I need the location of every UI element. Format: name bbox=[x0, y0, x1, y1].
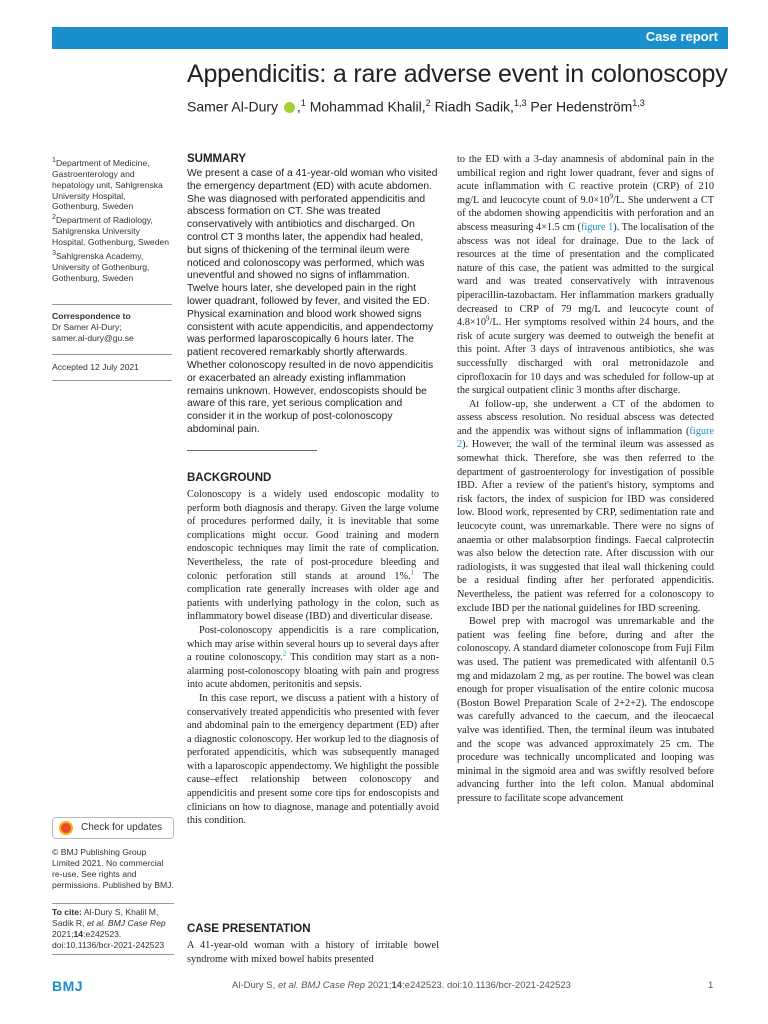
divider bbox=[52, 304, 172, 305]
bmj-logo: BMJ bbox=[52, 978, 84, 994]
figure-link[interactable]: figure 2 bbox=[457, 425, 714, 451]
reference-link[interactable]: 1 bbox=[410, 568, 415, 577]
case-heading: CASE PRESENTATION bbox=[187, 923, 311, 935]
affiliation: $^3$Sahlgrenska Academy, University of Gothenburg, Gothenburg, Sweden bbox=[52, 248, 150, 283]
author-name[interactable]: Riadh Sadik, bbox=[434, 98, 514, 115]
correspondence-heading: Correspondence to bbox=[52, 311, 131, 321]
orcid-icon[interactable] bbox=[284, 102, 295, 113]
page-number: 1 bbox=[708, 980, 714, 991]
summary-text: We present a case of a 41-year-old woman who visited the emergency department (ED) with acute abdomen. She was diagnosed with perforated appendicitis and abscess formation on CT. She was treated conservatively with antibiotics and discharged. On control CT 3 months later, the appendix had healed, but signs of thickening of the terminal ileum were noticed and colonoscopy was performed, which was uneventful and showed no signs of inflammation. Twelve hours later, she developed pain in the right lower quadrant, followed by fever, and visited the ED. Physical examination and blood work showed signs consistent with acute appendicitis, and appendectomy was performed laparoscopically 6 hours later. The patient recovered remarkably shortly afterwards. Whether colonoscopy resulted in de novo appendicitis or exacerbated an already existing inflammation remains unknown. However, endoscopists should be aware of this rare, yet serious complication and consider it in the workup of post-colonoscopy abdominal pain. bbox=[187, 168, 438, 435]
author-name[interactable]: Per Hedenström bbox=[530, 98, 633, 115]
author-list: Samer Al-Dury ,$^1$ Mohammad Khalil,$^2$ Riadh Sadik,$^{1,3}$ Per Hedenström$^{1,3}$ bbox=[187, 98, 645, 115]
correspondence-name: Dr Samer Al-Dury; bbox=[52, 321, 122, 332]
section-banner bbox=[52, 27, 728, 49]
affiliation: $^2$Department of Radiology, Sahlgrenska University Hospital, Gothenburg, Sweden bbox=[52, 213, 170, 248]
reference-link[interactable]: 2 bbox=[282, 649, 287, 658]
article-title: Appendicitis: a rare adverse event in colonoscopy bbox=[187, 60, 728, 88]
background-section bbox=[187, 488, 439, 828]
affiliations bbox=[52, 155, 172, 284]
correspondence-email[interactable]: samer.al-dury@gu.se bbox=[52, 332, 134, 343]
paragraph: In this case report, we discuss a patient with a history of conservatively treated appendicitis who presented with fever and abdominal pain to the emergency department (ED) after a diagnostic colonoscopy. Her workup led to the diagnosis of perforated appendicitis, which was subsequently managed with a laparoscopic appendectomy. We highlight the possible cause–effect relationship between colonoscopy and appendicitis and present some core tips for endoscopists and clinicians on how to diagnose, manage and potentially avoid this condition. bbox=[187, 692, 439, 827]
section-label: Case report bbox=[645, 29, 718, 44]
check-for-updates-button[interactable] bbox=[52, 817, 174, 839]
citation-box: To cite: Al-Dury S, Khalil M, Sadik R, et al. BMJ Case Rep 2021;14:e242523. doi:10.1136/bcr-2021-242523 bbox=[52, 903, 174, 955]
paragraph: Bowel prep with macrogol was unremarkable and the patient was feeling fine before, during and after the colonoscopy. A standard diameter colonoscope from Fuji Film was used. The patient was premedicated with alfentanil 0.5 mg and midazolam 2 mg, as per routine. The bowel was clean enough for proper visualisation of the entire colonic mucosa (Boston Bowel Preparation Scale of 2+2+2). The endoscope was carefully advanced to the caecum, and the ileocaecal valve was identified. Then, the terminal ileum was intubated and the scope was advanced approximately 25 cm. The procedure was technically uncomplicated and looping was minimal in the sigmoid area and was swiftly resolved before advancing further into the left colon. Manual abdominal pressure to facilitate scope advancement bbox=[457, 616, 714, 804]
crossmark-icon bbox=[59, 821, 73, 835]
copyright: © BMJ Publishing Group Limited 2021. No commercial re-use. See rights and permissions. Published by BMJ. bbox=[52, 847, 174, 890]
paragraph: Post-colonoscopy appendicitis is a rare complication, which may arise within several hours up to several days after a routine colonoscopy.$^2$ This condition may start as a non-alarming post-colonoscopy bloating with pain and progress into acute abdomen, peritonitis and sepsis. bbox=[187, 624, 439, 691]
paragraph: to the ED with a 3-day anamnesis of abdominal pain in the umbilical region and right lower quadrant, fever and signs of acute inflammation with C reactive protein (CRP) of 210 mg/L and leucocyte count of $9.0\times 10^9/L$. She underwent a CT of the abdomen showing appendicitis with perforation and an abscess measuring 4×1.5 cm (figure 1). The localisation of the abscess was not ideal for drainage. Due to the lack of resources at the time of presentation and the complicated nature of this case, the patient was admitted to the surgical ward and was treated conservatively with intravenous piperacillin-tazobactam. Her inflammation markers gradually decreased to CRP of 79 mg/L and leucocyte count of $4.8\times 10^9/L$. Her symptoms resolved within 24 hours, and the risk of acute surgery was deemed to outweigh the benefit at this point. After 3 days of intravenous antibiotics, she was successfully discharged with oral metronidazole and ciprofloxacin for 10 days and was scheduled for follow-up at the surgical outpatient clinic 3 months after discharge. bbox=[457, 154, 714, 397]
paragraph: A 41-year-old woman with a history of irritable bowel syndrome with mixed bowel habits presented bbox=[187, 940, 439, 965]
background-heading: BACKGROUND bbox=[187, 472, 272, 484]
right-column bbox=[457, 153, 714, 806]
divider bbox=[187, 450, 317, 451]
paragraph: Colonoscopy is a widely used endoscopic modality to perform both diagnosis and therapy. Given the large volume of procedures performed daily, it is inevitable that some complications might occur. Good training and modern endoscopic techniques may limit the rate of complication. Nevertheless, the rate of post-procedure bleeding and colonic perforation still stands at around 1%.$^1$ The complication rate generally increases with older age and patients with underlying pathology in the colon, such as inflammatory bowel disease (IBD) and diverticular disease. bbox=[187, 489, 439, 623]
paragraph: At follow-up, she underwent a CT of the abdomen to assess abscess resolution. No residual abscess was detected and the appendix was without signs of inflammation (figure 2). However, the wall of the terminal ileum was assessed as somewhat thick. Therefore, she was then referred to the department of gastroenterology for investigation of possible IBD. After a review of the patient's history, symptoms and risk factors, the index of suspicion for IBD was considered low. Blood work, represented by CRP, sedimentation rate and leucocyte count, was unremarkable. There were no signs of anaemia or other malabsorption findings. Faecal calprotectin was also below the detection rate. After discussion with our radiologists, it was suggested that ileal wall thickening could be a residual finding after her perforated appendicitis. Nevertheless, the patient was referred for a colonoscopy to exclude IBD per the national guidelines for IBD screening. bbox=[457, 398, 714, 614]
case-section bbox=[187, 939, 439, 966]
author-name[interactable]: Samer Al-Dury bbox=[187, 98, 279, 115]
accepted-date: Accepted 12 July 2021 bbox=[52, 362, 139, 372]
summary-heading: SUMMARY bbox=[187, 153, 246, 165]
footer-citation: Al-Dury S, et al. BMJ Case Rep 2021;14:e242523. doi:10.1136/bcr-2021-242523 bbox=[232, 980, 571, 991]
check-for-updates-label: Check for updates bbox=[81, 822, 163, 833]
affiliation: $^1$Department of Medicine, Gastroenterology and hepatology unit, Sahlgrenska University Hospital, Gothenburg, Sweden bbox=[52, 156, 163, 212]
correspondence bbox=[52, 311, 172, 344]
author-name[interactable]: Mohammad Khalil, bbox=[309, 98, 426, 115]
divider bbox=[52, 354, 172, 355]
figure-link[interactable]: figure 1 bbox=[580, 221, 614, 233]
divider bbox=[52, 380, 172, 381]
